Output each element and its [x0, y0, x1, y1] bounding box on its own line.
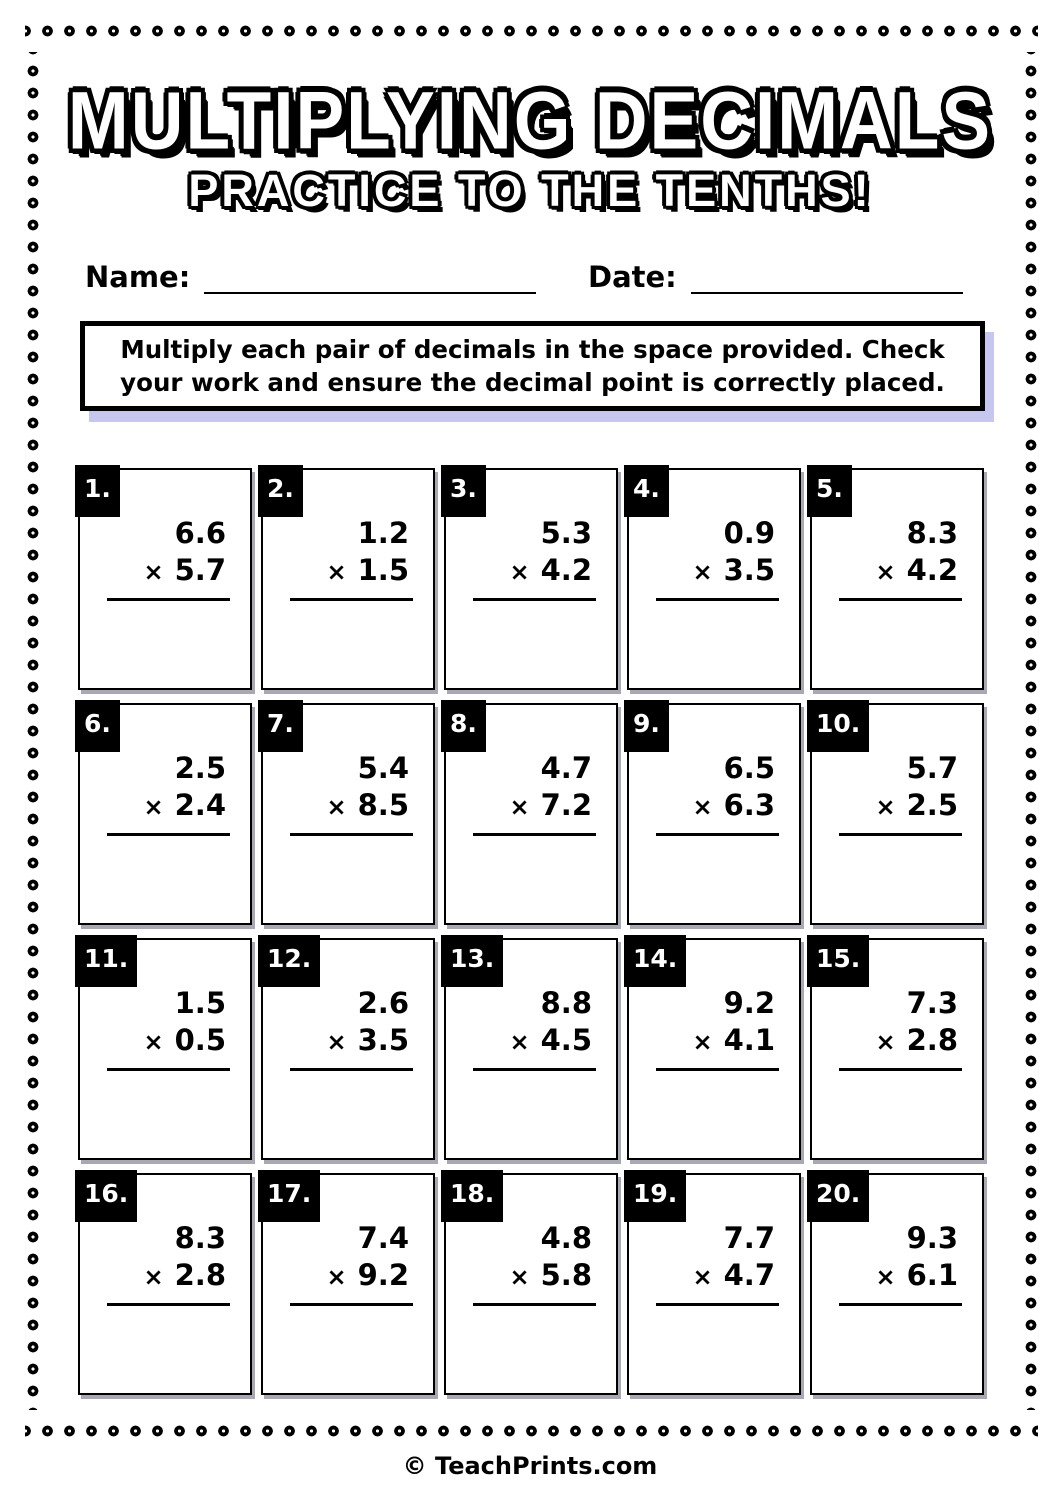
operand-bottom: 4.7 — [723, 1258, 775, 1293]
multiply-icon: × — [875, 1263, 896, 1292]
multiplication-problem — [629, 515, 775, 589]
answer-space[interactable] — [812, 1071, 982, 1158]
operand-bottom: 6.1 — [906, 1258, 958, 1293]
instructions-box — [80, 321, 985, 411]
multiply-icon: × — [143, 793, 164, 822]
operand-bottom-row — [144, 552, 226, 589]
answer-space[interactable] — [80, 836, 250, 923]
problem-number: 20. — [816, 1179, 861, 1208]
operand-bottom-row — [510, 1257, 592, 1294]
date-field-group — [588, 258, 963, 294]
name-field-group — [85, 258, 536, 294]
multiplication-problem — [263, 750, 409, 824]
problem-cell — [261, 703, 435, 925]
operand-bottom-row — [144, 787, 226, 824]
multiplication-problem — [629, 750, 775, 824]
problem-number-badge — [624, 465, 669, 517]
answer-space[interactable] — [629, 836, 799, 923]
problem-number-badge — [441, 465, 486, 517]
problem-cell — [627, 468, 801, 690]
multiply-icon: × — [326, 793, 347, 822]
problem-number-badge — [441, 1170, 503, 1222]
worksheet-header — [0, 75, 1060, 216]
operand-bottom-row — [144, 1257, 226, 1294]
operand-bottom: 2.4 — [174, 788, 226, 823]
multiplication-problem — [812, 515, 958, 589]
answer-space[interactable] — [80, 1071, 250, 1158]
answer-space[interactable] — [446, 836, 616, 923]
answer-space[interactable] — [812, 601, 982, 688]
problems-grid — [78, 468, 984, 1395]
operand-top: 2.5 — [174, 751, 226, 785]
operand-bottom-row — [144, 1022, 226, 1059]
operand-bottom-row — [876, 552, 958, 589]
operand-top: 8.3 — [906, 516, 958, 550]
operand-bottom: 4.2 — [906, 553, 958, 588]
problem-number: 13. — [450, 944, 495, 973]
multiplication-problem — [263, 515, 409, 589]
problem-number: 14. — [633, 944, 678, 973]
problem-number: 2. — [267, 474, 294, 503]
operand-bottom-row — [510, 552, 592, 589]
problem-cell — [810, 1173, 984, 1395]
multiplication-problem — [80, 750, 226, 824]
problem-cell — [78, 703, 252, 925]
footer-credit: © TeachPrints.com — [402, 1452, 658, 1480]
name-date-row — [85, 258, 985, 300]
answer-space[interactable] — [263, 1071, 433, 1158]
problem-number: 12. — [267, 944, 312, 973]
multiplication-problem — [446, 750, 592, 824]
problem-number-badge — [75, 1170, 137, 1222]
problem-number-badge — [624, 1170, 686, 1222]
operand-bottom: 2.8 — [906, 1023, 958, 1058]
answer-space[interactable] — [446, 1306, 616, 1393]
multiply-icon: × — [875, 1028, 896, 1057]
operand-top: 0.9 — [723, 516, 775, 550]
problem-number: 4. — [633, 474, 660, 503]
problem-number-badge — [258, 1170, 320, 1222]
problem-cell — [627, 938, 801, 1160]
problem-cell — [810, 938, 984, 1160]
problem-cell — [444, 1173, 618, 1395]
multiply-icon: × — [509, 793, 530, 822]
problem-number-badge — [75, 700, 120, 752]
problem-number-badge — [624, 700, 669, 752]
operand-bottom-row — [510, 787, 592, 824]
multiplication-problem — [80, 515, 226, 589]
multiplication-problem — [80, 1220, 226, 1294]
answer-space[interactable] — [446, 1071, 616, 1158]
multiply-icon: × — [692, 1028, 713, 1057]
multiply-icon: × — [143, 1263, 164, 1292]
multiplication-problem — [446, 515, 592, 589]
problem-cell — [444, 703, 618, 925]
operand-bottom: 1.5 — [357, 553, 409, 588]
name-label: Name: — [85, 260, 191, 294]
problem-cell — [444, 468, 618, 690]
answer-space[interactable] — [629, 601, 799, 688]
date-label: Date: — [588, 260, 677, 294]
multiply-icon: × — [509, 1028, 530, 1057]
operand-top: 5.7 — [906, 751, 958, 785]
worksheet-title: MULTIPLYING DECIMALS — [67, 75, 993, 167]
operand-bottom: 3.5 — [357, 1023, 409, 1058]
multiply-icon: × — [875, 558, 896, 587]
operand-bottom-row — [693, 1022, 775, 1059]
operand-bottom-row — [876, 1257, 958, 1294]
problem-number: 19. — [633, 1179, 678, 1208]
operand-bottom: 9.2 — [357, 1258, 409, 1293]
multiplication-problem — [446, 985, 592, 1059]
problem-number: 8. — [450, 709, 477, 738]
name-line[interactable] — [204, 258, 536, 294]
operand-top: 1.5 — [174, 986, 226, 1020]
operand-top: 2.6 — [357, 986, 409, 1020]
operand-top: 7.7 — [723, 1221, 775, 1255]
answer-space[interactable] — [263, 1306, 433, 1393]
multiplication-problem — [263, 985, 409, 1059]
multiply-icon: × — [143, 1028, 164, 1057]
problem-cell — [627, 703, 801, 925]
operand-top: 1.2 — [357, 516, 409, 550]
operand-bottom: 6.3 — [723, 788, 775, 823]
multiply-icon: × — [143, 558, 164, 587]
problem-cell — [627, 1173, 801, 1395]
operand-bottom: 4.2 — [540, 553, 592, 588]
problem-number: 17. — [267, 1179, 312, 1208]
problem-number: 7. — [267, 709, 294, 738]
operand-bottom-row — [693, 552, 775, 589]
instructions-text: Multiply each pair of decimals in the space provided. Check your work and ensure the decimal point is correctly placed. — [120, 334, 945, 397]
problem-number: 6. — [84, 709, 111, 738]
problem-number-badge — [807, 700, 869, 752]
answer-space[interactable] — [629, 1306, 799, 1393]
operand-bottom-row — [693, 787, 775, 824]
operand-top: 4.7 — [540, 751, 592, 785]
operand-bottom-row — [327, 787, 409, 824]
problem-number: 11. — [84, 944, 129, 973]
multiply-icon: × — [692, 558, 713, 587]
problem-number-badge — [441, 935, 503, 987]
answer-space[interactable] — [263, 836, 433, 923]
operand-top: 6.6 — [174, 516, 226, 550]
problem-number: 16. — [84, 1179, 129, 1208]
operand-top: 8.8 — [540, 986, 592, 1020]
operand-bottom: 4.5 — [540, 1023, 592, 1058]
multiply-icon: × — [692, 793, 713, 822]
multiplication-problem — [446, 1220, 592, 1294]
problem-number-badge — [258, 935, 320, 987]
operand-bottom: 5.8 — [540, 1258, 592, 1293]
operand-top: 7.4 — [357, 1221, 409, 1255]
operand-bottom-row — [327, 1022, 409, 1059]
problem-number-badge — [624, 935, 686, 987]
multiply-icon: × — [509, 1263, 530, 1292]
operand-bottom: 0.5 — [174, 1023, 226, 1058]
problem-cell — [261, 468, 435, 690]
multiply-icon: × — [326, 558, 347, 587]
multiplication-problem — [629, 1220, 775, 1294]
operand-top: 5.3 — [540, 516, 592, 550]
problem-number-badge — [75, 465, 120, 517]
operand-bottom: 4.1 — [723, 1023, 775, 1058]
operand-bottom-row — [876, 1022, 958, 1059]
multiply-icon: × — [326, 1263, 347, 1292]
operand-bottom: 2.8 — [174, 1258, 226, 1293]
dotted-border-right — [1025, 52, 1037, 1410]
problem-number: 1. — [84, 474, 111, 503]
problem-cell — [444, 938, 618, 1160]
problem-number-badge — [258, 465, 303, 517]
multiply-icon: × — [875, 793, 896, 822]
dotted-border-bottom — [25, 1425, 1038, 1437]
answer-space[interactable] — [446, 601, 616, 688]
dotted-border-top — [25, 25, 1038, 37]
operand-top: 6.5 — [723, 751, 775, 785]
operand-top: 7.3 — [906, 986, 958, 1020]
operand-bottom: 5.7 — [174, 553, 226, 588]
multiply-icon: × — [326, 1028, 347, 1057]
problem-number-badge — [258, 700, 303, 752]
problem-number: 10. — [816, 709, 861, 738]
operand-top: 4.8 — [540, 1221, 592, 1255]
answer-space[interactable] — [812, 836, 982, 923]
operand-bottom-row — [510, 1022, 592, 1059]
operand-top: 9.3 — [906, 1221, 958, 1255]
problem-cell — [261, 938, 435, 1160]
multiplication-problem — [629, 985, 775, 1059]
multiplication-problem — [80, 985, 226, 1059]
dotted-border-left — [27, 52, 39, 1410]
multiplication-problem — [263, 1220, 409, 1294]
problem-cell — [78, 1173, 252, 1395]
problem-number: 15. — [816, 944, 861, 973]
multiplication-problem — [812, 750, 958, 824]
problem-cell — [810, 468, 984, 690]
answer-space[interactable] — [629, 1071, 799, 1158]
problem-number-badge — [807, 935, 869, 987]
problem-cell — [78, 938, 252, 1160]
problem-number-badge — [75, 935, 137, 987]
operand-top: 5.4 — [357, 751, 409, 785]
operand-bottom: 7.2 — [540, 788, 592, 823]
operand-bottom-row — [693, 1257, 775, 1294]
operand-bottom-row — [327, 1257, 409, 1294]
problem-number-badge — [807, 1170, 869, 1222]
operand-bottom-row — [327, 552, 409, 589]
problem-number: 18. — [450, 1179, 495, 1208]
problem-number-badge — [807, 465, 852, 517]
problem-cell — [78, 468, 252, 690]
operand-bottom: 8.5 — [357, 788, 409, 823]
problem-number: 9. — [633, 709, 660, 738]
multiplication-problem — [812, 1220, 958, 1294]
problem-number: 5. — [816, 474, 843, 503]
problem-number: 3. — [450, 474, 477, 503]
answer-space[interactable] — [80, 601, 250, 688]
problem-cell — [810, 703, 984, 925]
multiplication-problem — [812, 985, 958, 1059]
operand-top: 8.3 — [174, 1221, 226, 1255]
operand-bottom-row — [876, 787, 958, 824]
multiply-icon: × — [692, 1263, 713, 1292]
problem-number-badge — [441, 700, 486, 752]
problem-cell — [261, 1173, 435, 1395]
operand-bottom: 3.5 — [723, 553, 775, 588]
date-line[interactable] — [691, 258, 963, 294]
answer-space[interactable] — [812, 1306, 982, 1393]
multiply-icon: × — [509, 558, 530, 587]
operand-top: 9.2 — [723, 986, 775, 1020]
answer-space[interactable] — [80, 1306, 250, 1393]
operand-bottom: 2.5 — [906, 788, 958, 823]
answer-space[interactable] — [263, 601, 433, 688]
worksheet-subtitle: PRACTICE TO THE TENTHS! — [188, 165, 872, 216]
